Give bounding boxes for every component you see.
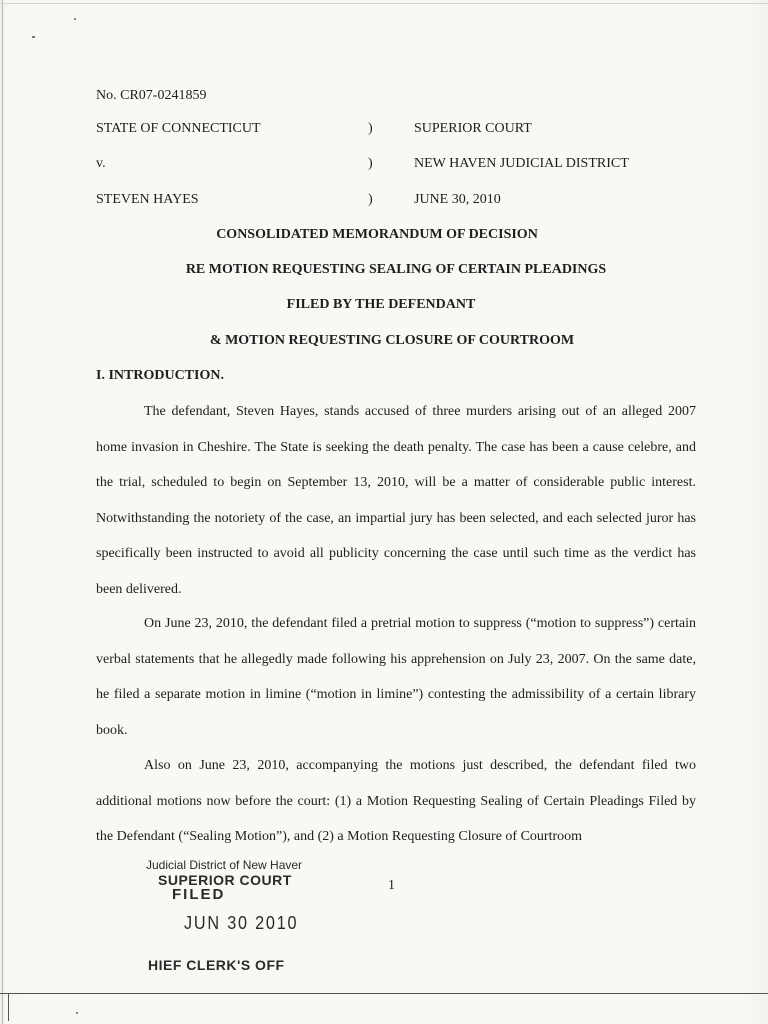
document-title-line: FILED BY THE DEFENDANT bbox=[286, 297, 476, 312]
caption-separator: ) bbox=[368, 121, 373, 136]
body-paragraph bbox=[96, 606, 696, 748]
filed-stamp-court: SUPERIOR COURT bbox=[158, 872, 292, 888]
body-paragraph bbox=[96, 748, 696, 855]
paragraph-text: On June 23, 2010, the defendant filed a pretrial motion to suppress (“motion to suppress”) certain verbal statements that he allegedly made following his apprehension on July 23, 2007. On the same date, he filed a separate motion in limine (“motion in limine”) contesting the admissibility of a certain library book. bbox=[96, 616, 696, 738]
filed-stamp-district: Judicial District of New Haver bbox=[146, 858, 303, 872]
filed-stamp-filed: FILED bbox=[172, 886, 226, 903]
paragraph-text: The defendant, Steven Hayes, stands accused of three murders arising out of an alleged 2007 home invasion in Cheshire. The State is seeking the death penalty. The case has been a cause celebre, and the trial, scheduled to begin on September 13, 2010, will be a matter of considerable public interest. Notwithstanding the notoriety of the case, an impartial jury has been selected, and each selected juror has specifically been instructed to avoid all publicity concerning the case until such time as the verdict has been delivered. bbox=[96, 404, 696, 597]
body-paragraph bbox=[96, 394, 696, 607]
filed-stamp-office: HIEF CLERK'S OFF bbox=[148, 957, 285, 973]
scan-edge-bottom-corner bbox=[8, 993, 9, 1021]
caption-separator: ) bbox=[368, 192, 373, 207]
document-title-line: RE MOTION REQUESTING SEALING OF CERTAIN PLEADINGS bbox=[185, 262, 607, 277]
case-number: No. CR07-0241859 bbox=[96, 88, 207, 103]
caption-party-plaintiff: STATE OF CONNECTICUT bbox=[96, 121, 261, 136]
caption-versus: v. bbox=[96, 156, 106, 171]
paragraph-text: Also on June 23, 2010, accompanying the motions just described, the defendant filed two additional motions now before the court: (1) a Motion Requesting Sealing of Certain Pleadings Filed by the Defendant (“Sealing Motion”), and (2) a Motion Requesting Closure of Courtroom bbox=[96, 758, 696, 844]
caption-date: JUNE 30, 2010 bbox=[414, 192, 501, 207]
caption-separator: ) bbox=[368, 156, 373, 171]
scan-speck bbox=[76, 1012, 78, 1014]
caption-district: NEW HAVEN JUDICIAL DISTRICT bbox=[414, 156, 629, 171]
section-heading: I. INTRODUCTION. bbox=[96, 368, 224, 383]
document-title-line: CONSOLIDATED MEMORANDUM OF DECISION bbox=[216, 227, 538, 242]
scan-edge-left bbox=[2, 0, 3, 1024]
scan-edge-top bbox=[0, 3, 768, 4]
document-title-line: & MOTION REQUESTING CLOSURE OF COURTROOM bbox=[209, 333, 575, 348]
caption-party-defendant: STEVEN HAYES bbox=[96, 192, 199, 207]
scan-edge-bottom bbox=[0, 993, 768, 994]
scan-speck bbox=[74, 18, 76, 20]
scan-speck bbox=[32, 36, 35, 38]
caption-court: SUPERIOR COURT bbox=[414, 121, 532, 136]
page-number: 1 bbox=[388, 878, 395, 893]
filed-stamp-date: JUN 30 2010 bbox=[184, 913, 299, 933]
